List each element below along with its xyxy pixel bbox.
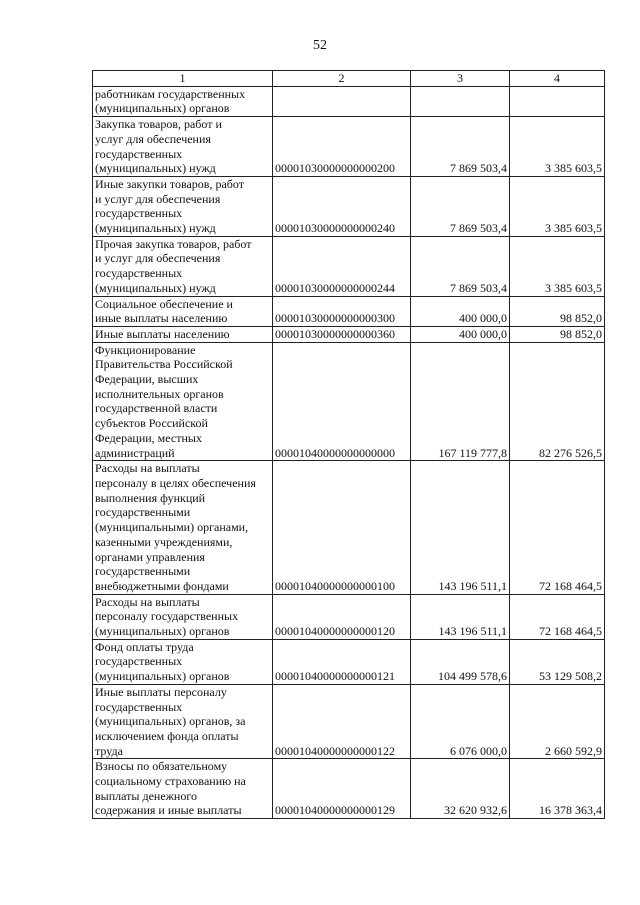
table-row xyxy=(93,236,605,296)
row-plan-amount: 143 196 511,1 xyxy=(411,461,510,594)
row-name: Иные закупки товаров, работ и услуг для обеспечения государственных (муниципальных) нужд xyxy=(93,176,273,236)
table-row xyxy=(93,594,605,639)
table-header-row xyxy=(93,71,605,87)
row-fact-amount: 98 852,0 xyxy=(510,326,605,342)
row-plan-amount: 143 196 511,1 xyxy=(411,594,510,639)
row-code: 00001030000000000244 xyxy=(273,236,411,296)
row-fact-amount: 98 852,0 xyxy=(510,296,605,326)
row-code: 00001040000000000100 xyxy=(273,461,411,594)
row-code xyxy=(273,86,411,116)
row-name: Закупка товаров, работ и услуг для обеспечения государственных (муниципальных) нужд xyxy=(93,117,273,177)
row-code: 00001030000000000200 xyxy=(273,117,411,177)
row-code: 00001040000000000129 xyxy=(273,759,411,819)
row-code: 00001030000000000240 xyxy=(273,176,411,236)
header-col-2: 2 xyxy=(273,71,411,87)
row-fact-amount: 3 385 603,5 xyxy=(510,117,605,177)
row-plan-amount: 400 000,0 xyxy=(411,296,510,326)
table-row xyxy=(93,461,605,594)
row-plan-amount: 6 076 000,0 xyxy=(411,684,510,759)
row-name: Взносы по обязательному социальному страхованию на выплаты денежного содержания и иные выплаты xyxy=(93,759,273,819)
row-fact-amount xyxy=(510,86,605,116)
row-name: Функционирование Правительства Российской Федерации, высших исполнительных органов государственной власти субъектов Российской Федерации, местных администраций xyxy=(93,342,273,461)
row-name: Иные выплаты населению xyxy=(93,326,273,342)
row-code: 00001040000000000121 xyxy=(273,639,411,684)
row-plan-amount xyxy=(411,86,510,116)
row-name: Расходы на выплаты персоналу государственных (муниципальных) органов xyxy=(93,594,273,639)
row-fact-amount: 16 378 363,4 xyxy=(510,759,605,819)
table-row xyxy=(93,296,605,326)
table-row xyxy=(93,86,605,116)
table-row xyxy=(93,117,605,177)
row-name: Иные выплаты персоналу государственных (муниципальных) органов, за исключением фонда оплаты труда xyxy=(93,684,273,759)
row-fact-amount: 53 129 508,2 xyxy=(510,639,605,684)
row-code: 00001030000000000300 xyxy=(273,296,411,326)
row-plan-amount: 167 119 777,8 xyxy=(411,342,510,461)
page-number: 52 xyxy=(313,38,327,53)
row-name: Прочая закупка товаров, работ и услуг для обеспечения государственных (муниципальных) нужд xyxy=(93,236,273,296)
header-col-4: 4 xyxy=(510,71,605,87)
row-fact-amount: 72 168 464,5 xyxy=(510,461,605,594)
row-fact-amount: 72 168 464,5 xyxy=(510,594,605,639)
row-plan-amount: 32 620 932,6 xyxy=(411,759,510,819)
table-row xyxy=(93,759,605,819)
row-name: Расходы на выплаты персоналу в целях обеспечения выполнения функций государственными (муниципальными) органами, казенными учреждениями, органами управления государственными внебюджетными фондами xyxy=(93,461,273,594)
table-row xyxy=(93,684,605,759)
row-plan-amount: 7 869 503,4 xyxy=(411,176,510,236)
budget-table-body xyxy=(93,71,605,819)
row-name: Социальное обеспечение и иные выплаты населению xyxy=(93,296,273,326)
row-fact-amount: 3 385 603,5 xyxy=(510,236,605,296)
header-col-3: 3 xyxy=(411,71,510,87)
row-code: 00001040000000000000 xyxy=(273,342,411,461)
row-fact-amount: 2 660 592,9 xyxy=(510,684,605,759)
row-name: работникам государственных (муниципальных) органов xyxy=(93,86,273,116)
row-plan-amount: 104 499 578,6 xyxy=(411,639,510,684)
row-code: 00001040000000000120 xyxy=(273,594,411,639)
row-fact-amount: 82 276 526,5 xyxy=(510,342,605,461)
table-row xyxy=(93,639,605,684)
budget-table xyxy=(92,70,605,819)
row-plan-amount: 7 869 503,4 xyxy=(411,117,510,177)
row-code: 00001040000000000122 xyxy=(273,684,411,759)
table-row xyxy=(93,342,605,461)
table-row xyxy=(93,176,605,236)
row-name: Фонд оплаты труда государственных (муниципальных) органов xyxy=(93,639,273,684)
row-fact-amount: 3 385 603,5 xyxy=(510,176,605,236)
header-col-1: 1 xyxy=(93,71,273,87)
row-plan-amount: 400 000,0 xyxy=(411,326,510,342)
row-plan-amount: 7 869 503,4 xyxy=(411,236,510,296)
table-row xyxy=(93,326,605,342)
row-code: 00001030000000000360 xyxy=(273,326,411,342)
